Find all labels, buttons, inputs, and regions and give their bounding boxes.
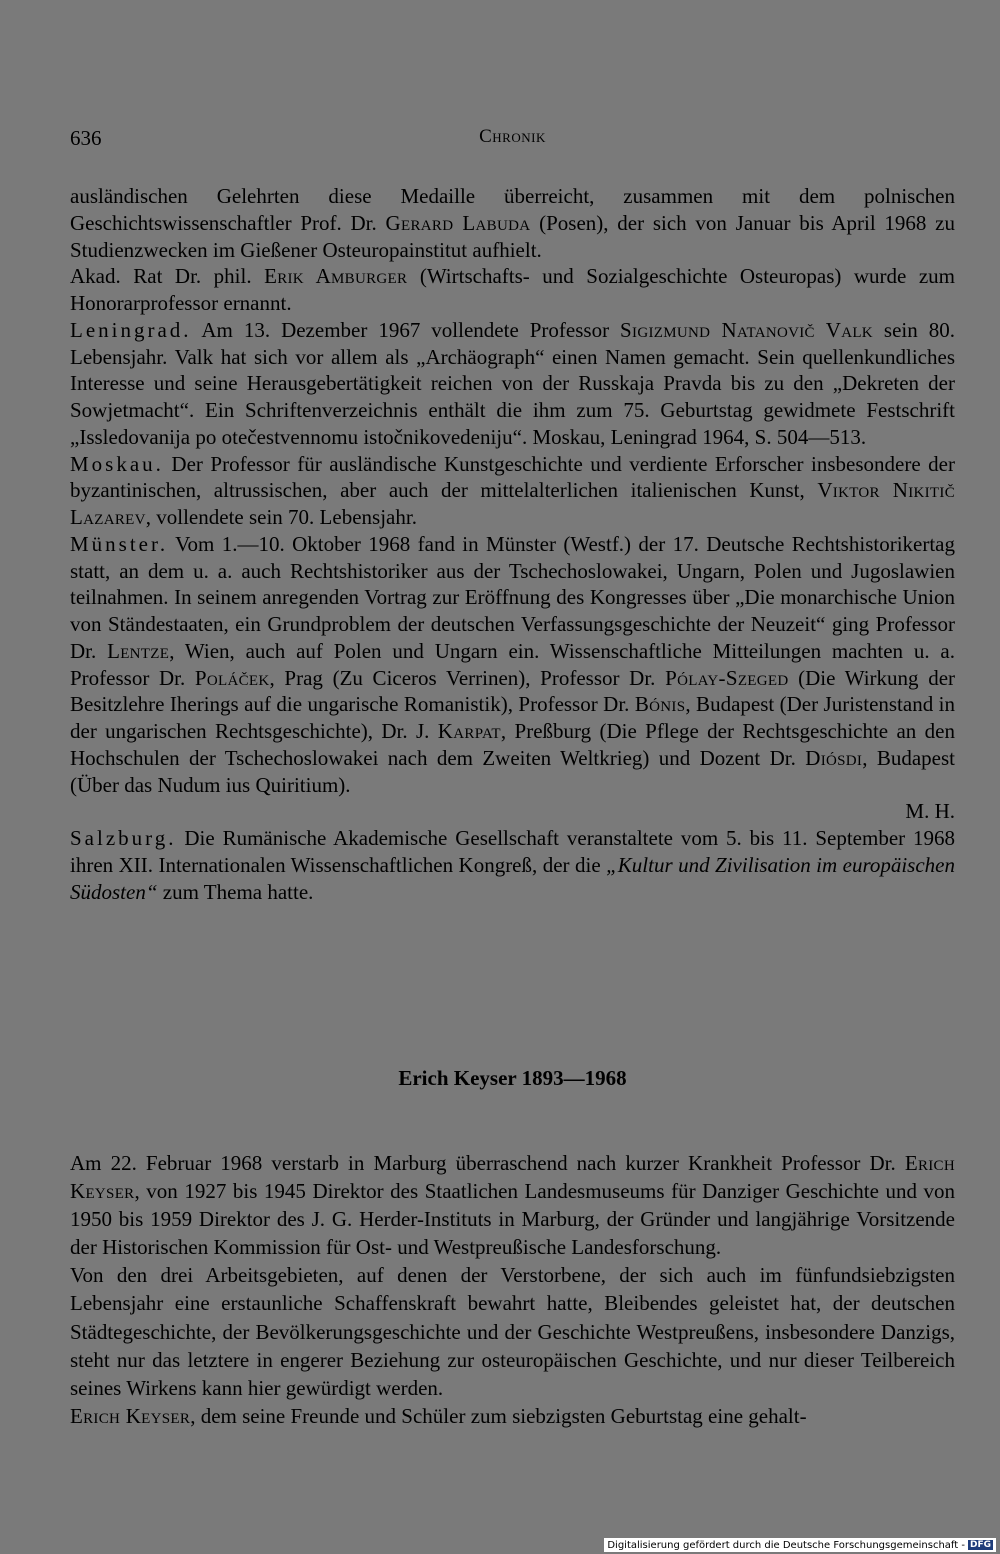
person-name: Karpat bbox=[437, 719, 501, 743]
text-run: Die Rumänische Akademische Gesellschaft veranstaltete vom 5. bis 11. September 1968 ihren XII. Internationalen Wissenschaftlichen Kongreß, der die bbox=[70, 826, 955, 877]
person-name: Pólay-Szeged bbox=[665, 665, 789, 690]
person-name: Diósdi bbox=[805, 745, 863, 770]
person-name: Erik Amburger bbox=[264, 264, 408, 289]
signature-line bbox=[70, 798, 955, 825]
person-name: Sigizmund Natanovič Valk bbox=[620, 317, 873, 342]
paragraph-obituary-intro bbox=[70, 1149, 955, 1261]
text-run: , von 1927 bis 1945 Direktor des Staatlichen Landesmuseums für Danziger Geschichte und von 1950 bis 1959 Direktor des J. G. Herder-Instituts in Marburg, der Gründer und langjährige Vorsitzende der Historischen Kommission für Ost- und Westpreußische Landesforschung. bbox=[70, 1179, 955, 1260]
author-initials: M. H. bbox=[905, 799, 955, 824]
text-run: , Prag (Zu Ciceros Verrinen), Professor Dr. bbox=[269, 665, 666, 690]
congress-theme: „Kultur und Zivilisation im europäischen Südosten“ bbox=[70, 852, 955, 904]
obituary-text bbox=[70, 1149, 955, 1430]
paragraph-amburger bbox=[70, 263, 955, 317]
paragraph-medal bbox=[70, 183, 955, 263]
text-run: , Preßburg (Die Pflege der Rechtsgeschichte an den Hochschulen der Tschechoslowakei nach dem Zweiten Weltkrieg) und Dozent Dr. bbox=[70, 719, 955, 770]
paragraph-moskau bbox=[70, 451, 955, 531]
digitization-footer bbox=[604, 1538, 996, 1552]
person-name: Poláček bbox=[194, 665, 270, 690]
person-name: Bónis bbox=[634, 692, 686, 717]
paragraph-obituary-continued bbox=[70, 1402, 955, 1430]
text-run: Akad. Rat Dr. phil. bbox=[70, 264, 265, 289]
text-run: ausländischen Gelehrten diese Medaille überreicht, zusammen mit dem polnischen Geschichtswissenschaftler Prof. Dr. bbox=[70, 184, 955, 235]
paragraph-leningrad bbox=[70, 317, 955, 451]
person-name: Gerard Labuda bbox=[385, 210, 531, 235]
place-heading: Münster. bbox=[70, 531, 169, 556]
text-run: (Posen), der sich von Januar bis April 1968 zu Studienzwecken im Gießener Osteuropainstitut aufhielt. bbox=[70, 210, 955, 262]
text-run: Der Professor für ausländische Kunstgeschichte und verdiente Erforscher insbesondere der byzantinischen, altrussischen, aber auch der mittelalterlichen italienischen Kunst, bbox=[70, 451, 955, 503]
text-run: (Die Wirkung der Besitzlehre Iherings auf die ungarische Romanistik), Professor Dr. bbox=[70, 665, 956, 717]
footer-text: Digitalisierung gefördert durch die Deutsche Forschungsgemeinschaft - bbox=[607, 1539, 965, 1551]
page-header bbox=[70, 126, 955, 156]
text-run: , Budapest (Der Juristenstand in der ungarischen Rechtsgeschichte), Dr. J. bbox=[70, 692, 955, 743]
text-run: sein 80. Lebensjahr. Valk hat sich vor allem als „Archäograph“ einen Namen gemacht. Sein quellenkundliches Interesse und seine Herausgebertätigkeit reichen von der Russkaja Pravda bis zu den „Dekreten der Sowjetmacht“. Ein Schriftenverzeichnis enthält die ihm zum 75. Geburtstag gewidmete Festschrift „Issledovanija po otečestvennomu istočnikovedeniju“. Moskau, Leningrad 1964, S. 504—513. bbox=[70, 317, 955, 449]
place-heading: Moskau. bbox=[70, 451, 164, 476]
text-run: Am 22. Februar 1968 verstarb in Marburg überraschend nach kurzer Krankheit Professor Dr. bbox=[70, 1151, 905, 1175]
paragraph-muenster bbox=[70, 531, 955, 799]
person-name: Viktor Nikitič Lazarev bbox=[70, 478, 955, 529]
text-run: Am 13. Dezember 1967 vollendete Professor bbox=[191, 317, 621, 342]
person-name: Erich Keyser bbox=[70, 1151, 955, 1204]
text-run: , vollendete sein 70. Lebensjahr. bbox=[145, 505, 417, 529]
dfg-logo-icon: DFG bbox=[969, 1540, 991, 1550]
text-run: Vom 1.—10. Oktober 1968 fand in Münster (Westf.) der 17. Deutsche Rechtshistorikertag statt, an dem u. a. auch Rechtshistoriker aus der Tschechoslowakei, Ungarn, Polen und Jugoslawien teilnahmen. In seinem anregenden Vortrag zur Eröffnung des Kongresses über „Die monarchische Union von Ständestaaten, ein Grundproblem der deutschen Verfassungsgeschichte der Neuzeit“ ging Professor Dr. bbox=[70, 531, 955, 663]
chronicle-text bbox=[70, 183, 955, 905]
text-run: (Wirtschafts- und Sozialgeschichte Osteuropas) wurde zum Honorarprofessor ernannt. bbox=[70, 264, 955, 315]
person-name: Lentze bbox=[107, 638, 170, 663]
text-run: , Wien, auch auf Polen und Ungarn ein. Wissenschaftliche Mitteilungen machten u. a. Professor Dr. bbox=[70, 638, 956, 690]
person-name: Erich Keyser bbox=[70, 1403, 191, 1428]
running-title: Chronik bbox=[479, 126, 546, 147]
page-number: 636 bbox=[70, 126, 102, 150]
text-run: zum Thema hatte. bbox=[157, 879, 314, 904]
place-heading: Leningrad. bbox=[70, 317, 192, 342]
text-run: , dem seine Freunde und Schüler zum siebzigsten Geburtstag eine gehalt- bbox=[190, 1403, 807, 1428]
paragraph-obituary-work: Von den drei Arbeitsgebieten, auf denen der Verstorbene, der sich auch im fünfundsiebzigsten Lebensjahr eine erstaunliche Schaffenskraft bewahrt hatte, Bleibendes geleistet hat, der deutschen Städtegeschichte, der Bevölkerungsgeschichte und der Geschichte Westpreußens, insbesondere Danzigs, steht nur das letztere in engerer Beziehung zur osteuropäischen Geschichte, und nur dieser Teilbereich seines Wirkens kann hier gewürdigt werden. bbox=[70, 1263, 955, 1400]
place-heading: Salzburg. bbox=[70, 826, 177, 850]
text-run: , Budapest (Über das Nudum ius Quiritium). bbox=[70, 745, 955, 797]
obituary-title: Erich Keyser 1893—1968 bbox=[398, 1066, 627, 1090]
paragraph-salzburg bbox=[70, 825, 955, 905]
